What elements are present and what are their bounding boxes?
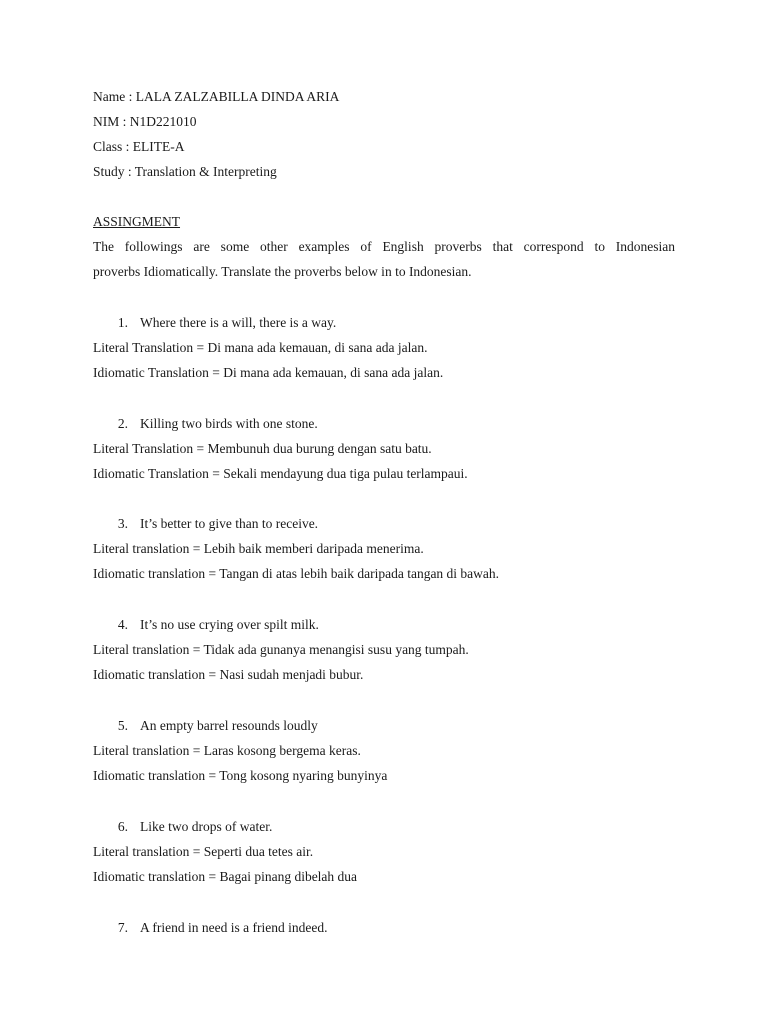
idiomatic-translation: Idiomatic translation = Tong kosong nyaring bunyinya [93, 768, 388, 783]
proverb-text: It’s no use crying over spilt milk. [140, 617, 319, 632]
item-number: 2. [117, 416, 128, 431]
literal-translation: Literal Translation = Membunuh dua burung dengan satu batu. [93, 441, 432, 456]
literal-translation: Literal translation = Laras kosong bergema keras. [93, 743, 361, 758]
assignment-intro-line-2: proverbs Idiomatically. Translate the proverbs below in to Indonesian. [93, 264, 472, 279]
proverb-text: A friend in need is a friend indeed. [140, 920, 328, 935]
idiomatic-translation: Idiomatic translation = Tangan di atas lebih baik daripada tangan di bawah. [93, 566, 500, 581]
item-number: 7. [117, 920, 128, 935]
item-number: 3. [117, 516, 128, 531]
student-nim: NIM : N1D221010 [93, 114, 197, 129]
student-name: Name : LALA ZALZABILLA DINDA ARIA [93, 89, 340, 104]
literal-translation: Literal translation = Lebih baik memberi daripada menerima. [93, 541, 424, 556]
study-program: Study : Translation & Interpreting [93, 164, 277, 179]
proverb-text: Where there is a will, there is a way. [140, 315, 337, 330]
proverb-text: Killing two birds with one stone. [140, 416, 318, 431]
item-number: 6. [117, 819, 128, 834]
item-number: 5. [117, 718, 128, 733]
proverb-text: Like two drops of water. [140, 819, 273, 834]
literal-translation: Literal translation = Seperti dua tetes air. [93, 844, 314, 859]
idiomatic-translation: Idiomatic translation = Nasi sudah menjadi bubur. [93, 667, 364, 682]
proverb-text: An empty barrel resounds loudly [140, 718, 318, 733]
idiomatic-translation: Idiomatic Translation = Di mana ada kemauan, di sana ada jalan. [93, 365, 444, 380]
assignment-title: ASSINGMENT [93, 214, 181, 229]
proverb-text: It’s better to give than to receive. [140, 516, 319, 531]
idiomatic-translation: Idiomatic translation = Bagai pinang dibelah dua [93, 869, 358, 884]
literal-translation: Literal translation = Tidak ada gunanya menangisi susu yang tumpah. [93, 642, 469, 657]
item-number: 4. [117, 617, 128, 632]
item-number: 1. [117, 315, 128, 330]
assignment-intro-line-1: The followings are some other examples of English proverbs that correspond to Indonesian [93, 239, 675, 254]
literal-translation: Literal Translation = Di mana ada kemauan, di sana ada jalan. [93, 340, 428, 355]
student-class: Class : ELITE-A [93, 139, 185, 154]
idiomatic-translation: Idiomatic Translation = Sekali mendayung dua tiga pulau terlampaui. [93, 466, 468, 481]
